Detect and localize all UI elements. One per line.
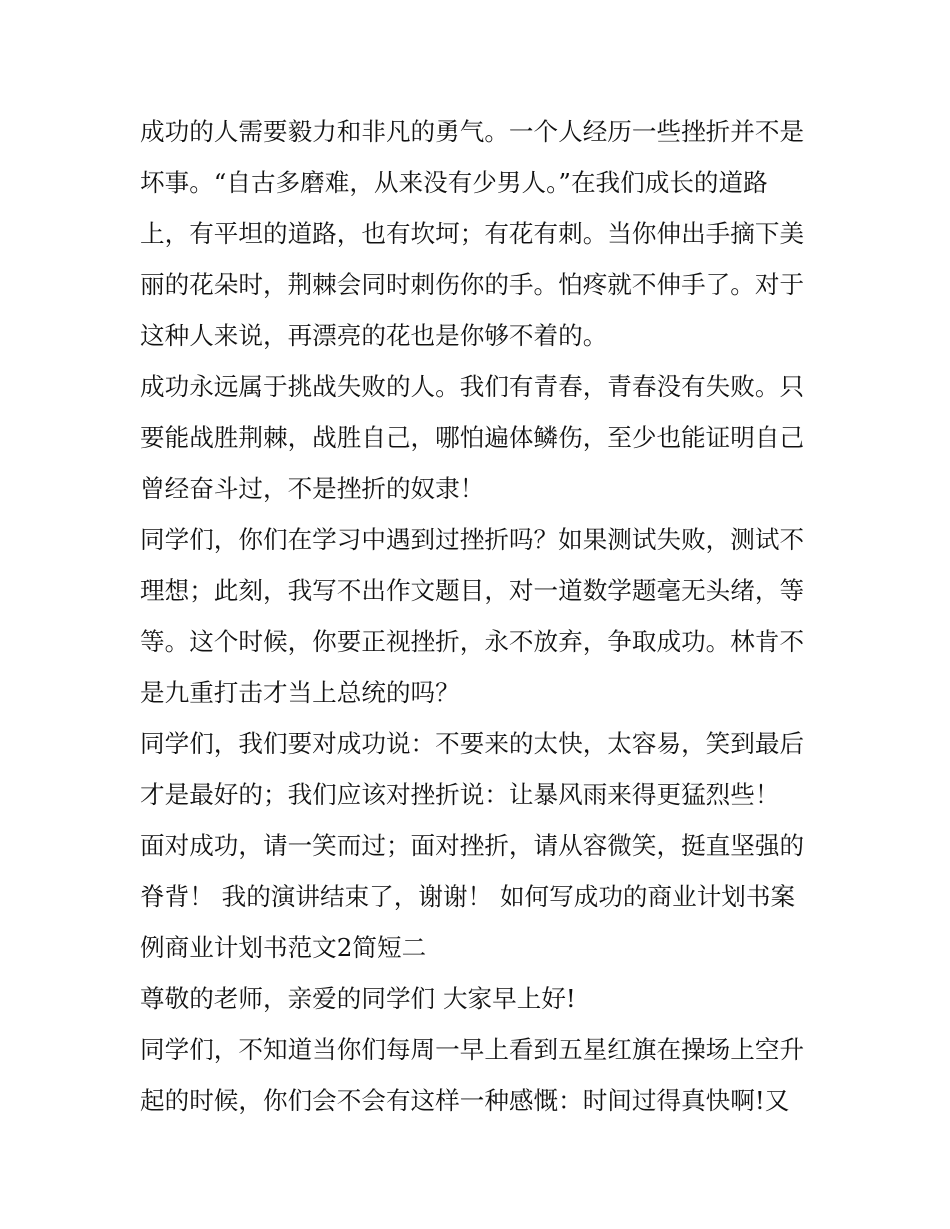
- text-line: 例商业计划书范文2简短二: [140, 933, 427, 962]
- text-line: 要能战胜荆棘，战胜自己，哪怕遍体鳞伤，至少也能证明自己: [140, 423, 805, 452]
- text-line: 等。这个时候，你要正视挫折，永不放弃，争取成功。林肯不: [140, 627, 805, 656]
- text-line: 理想；此刻，我写不出作文题目，对一道数学题毫无头绪，等: [140, 576, 805, 605]
- text-line: 同学们，你们在学习中遇到过挫折吗？如果测试失败，测试不: [140, 525, 805, 554]
- text-line: 成功的人需要毅力和非凡的勇气。一个人经历一些挫折并不是: [140, 117, 805, 146]
- text-line: 同学们，我们要对成功说：不要来的太快，太容易，笑到最后: [140, 729, 805, 758]
- text-line: 丽的花朵时，荆棘会同时刺伤你的手。怕疼就不伸手了。对于: [140, 270, 805, 299]
- text-line: 起的时候，你们会不会有这样一种感慨：时间过得真快啊!又: [140, 1086, 790, 1115]
- text-line: 是九重打击才当上总统的吗？: [140, 678, 460, 707]
- text-line: 曾经奋斗过，不是挫折的奴隶！: [140, 474, 485, 503]
- text-line: 脊背！ 我的演讲结束了，谢谢！ 如何写成功的商业计划书案: [140, 882, 796, 911]
- text-line: 这种人来说，再漂亮的花也是你够不着的。: [140, 321, 608, 350]
- text-line: 坏事。“自古多磨难，从来没有少男人。”在我们成长的道路: [140, 168, 768, 197]
- text-line: 面对成功，请一笑而过；面对挫折，请从容微笑，挺直坚强的: [140, 831, 805, 860]
- text-line: 才是最好的；我们应该对挫折说：让暴风雨来得更猛烈些！: [140, 780, 780, 809]
- text-line: 成功永远属于挑战失败的人。我们有青春，青春没有失败。只: [140, 372, 805, 401]
- text-line: 尊敬的老师，亲爱的同学们 大家早上好!: [140, 984, 576, 1013]
- text-line: 同学们，不知道当你们每周一早上看到五星红旗在操场上空升: [140, 1035, 805, 1064]
- text-line: 上，有平坦的道路，也有坎坷；有花有刺。当你伸出手摘下美: [140, 219, 805, 248]
- document-body: [140, 106, 820, 1126]
